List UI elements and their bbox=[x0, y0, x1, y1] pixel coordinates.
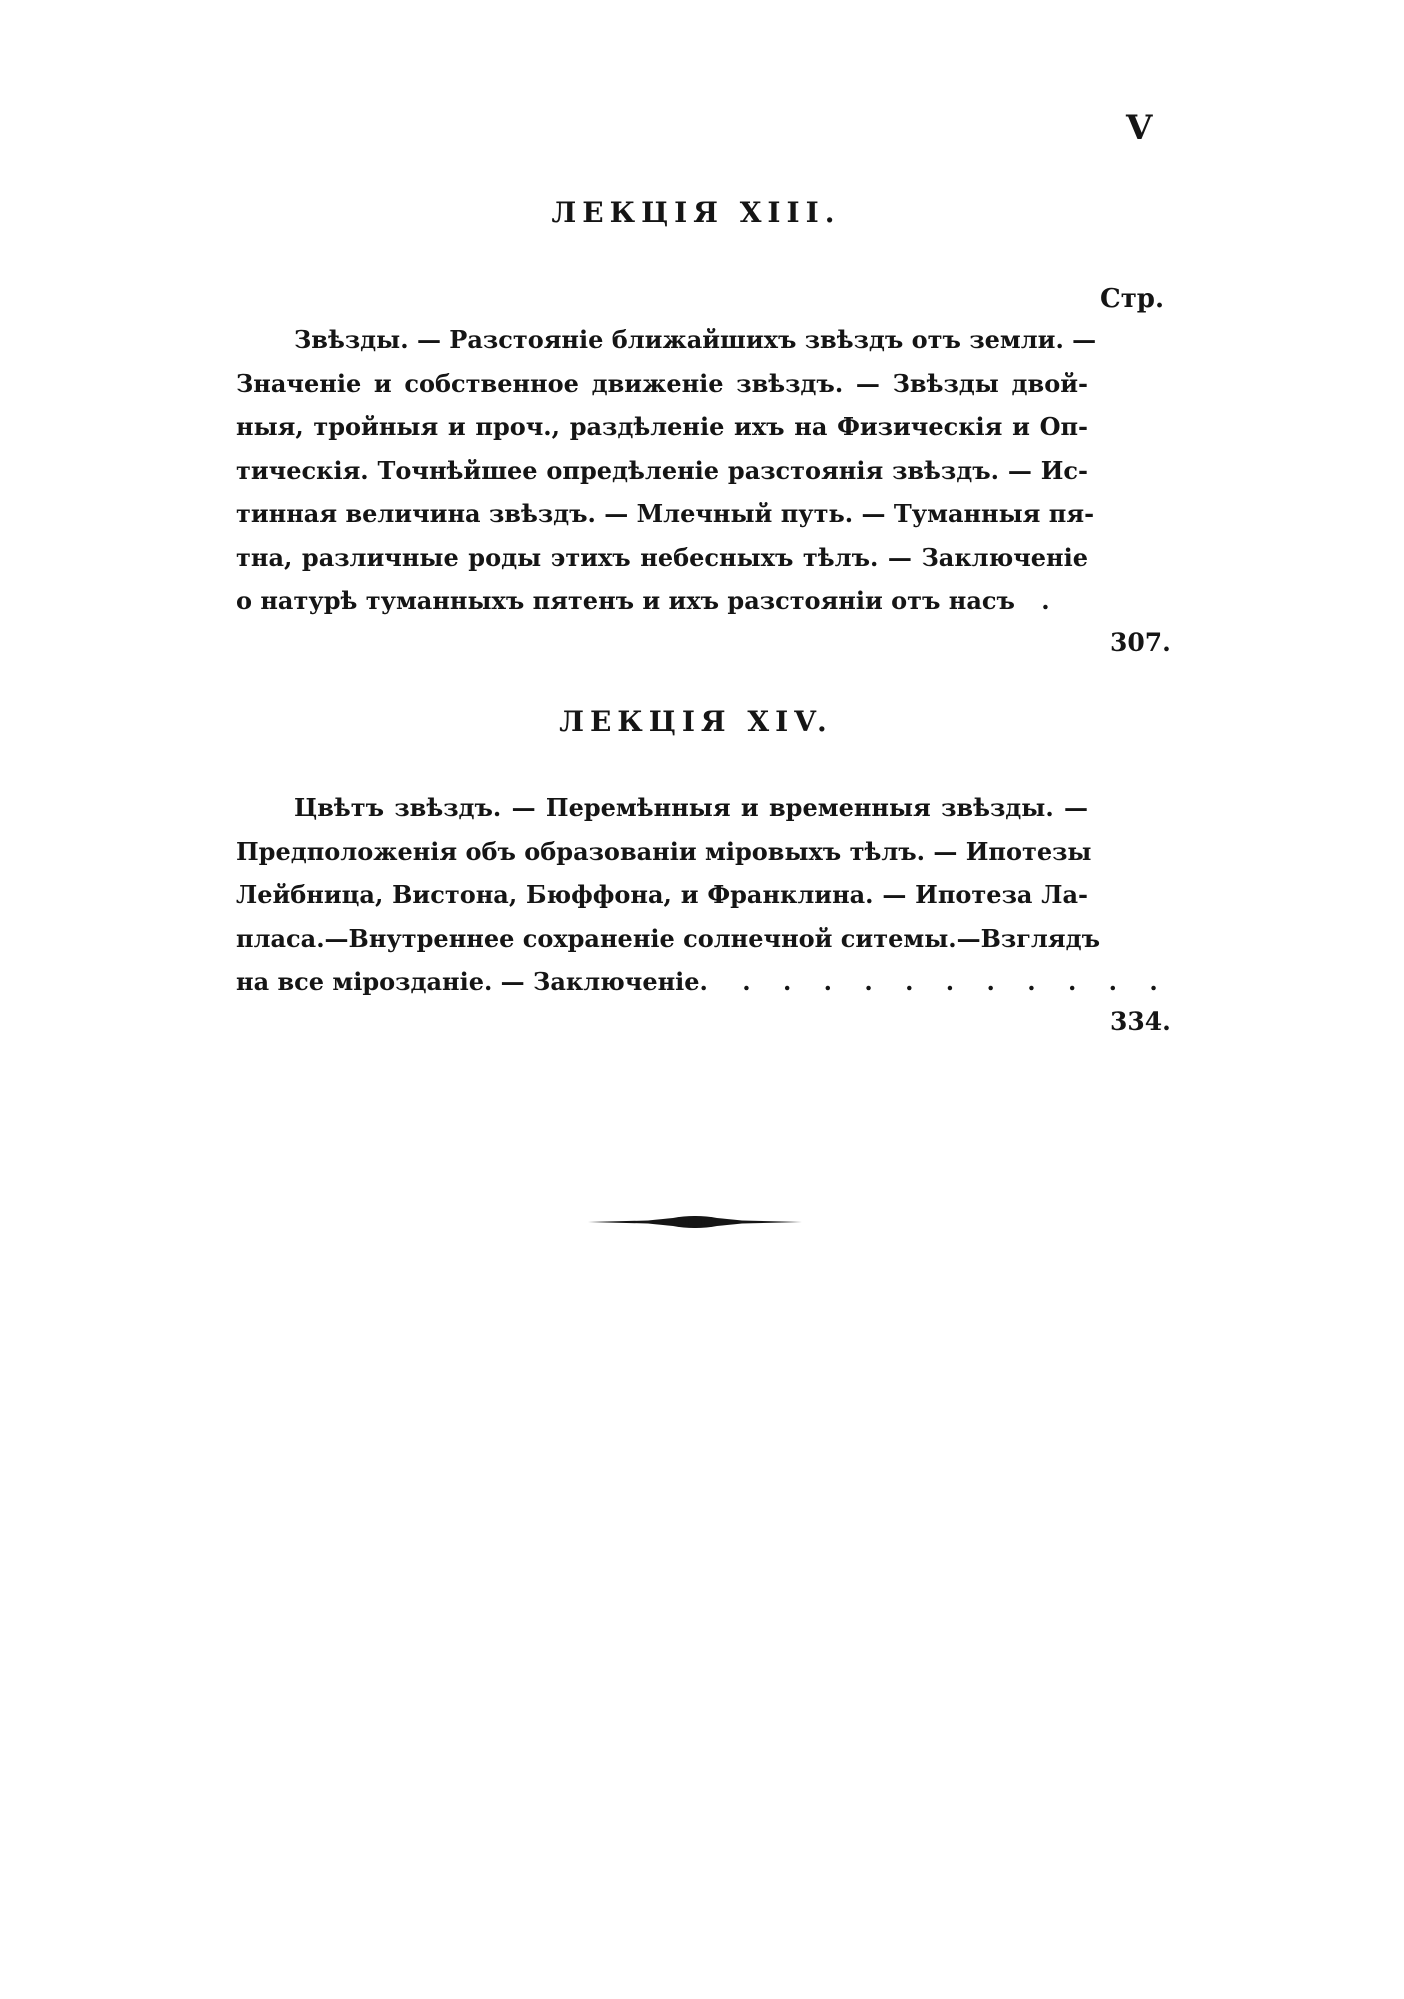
summary-line: ныя, тройныя и проч., раздѣленіе ихъ на Физическія и Оп- bbox=[236, 412, 1088, 441]
lecture-14-summary bbox=[236, 786, 1170, 1004]
lecture-13-summary bbox=[236, 318, 1097, 623]
summary-line: Значеніе и собственное движеніе звѣздъ. — Звѣзды двой- bbox=[236, 368, 1088, 398]
summary-line: Звѣзды. — Разстояніе ближайшихъ звѣздъ отъ земли. — bbox=[294, 325, 1097, 354]
summary-line: тна, различные роды этихъ небесныхъ тѣлъ. — Заключеніе bbox=[236, 542, 1088, 572]
summary-line: Лейбница, Вистона, Бюффона, и Франклина. — Ипотеза Ла- bbox=[236, 880, 1088, 909]
summary-line-text: о натурѣ туманныхъ пятенъ и ихъ разстояніи отъ насъ bbox=[236, 586, 1015, 615]
summary-line-last bbox=[236, 579, 1088, 623]
end-ornament bbox=[588, 1214, 802, 1230]
lecture-14-heading: ЛЕКЦІЯ XIV. bbox=[559, 705, 833, 738]
dot-leader: . . . . . . . . . . . bbox=[742, 967, 1170, 996]
summary-line: пласа.—Внутреннее сохраненіе солнечной ситемы.—Взглядъ bbox=[236, 923, 1100, 953]
dot-leader: . bbox=[1041, 586, 1062, 615]
summary-line: Предположенія объ образованіи міровыхъ тѣлъ. — Ипотезы bbox=[236, 836, 1092, 866]
summary-line: Цвѣтъ звѣздъ. — Перемѣнныя и временныя звѣзды. — bbox=[294, 793, 1088, 822]
summary-line: тическія. Точнѣйшее опредѣленіе разстоянія звѣздъ. — Ис- bbox=[236, 455, 1088, 485]
lecture-14-page-ref: 334. bbox=[1110, 1007, 1171, 1036]
lecture-13-page-ref: 307. bbox=[1110, 628, 1171, 657]
page-column-label: Стр. bbox=[1100, 284, 1165, 314]
page-number: V bbox=[1126, 108, 1153, 148]
summary-line: тинная величина звѣздъ. — Млечный путь. — Туманныя пя- bbox=[236, 499, 1095, 528]
summary-line-text: на все мірозданіе. — Заключеніе. bbox=[236, 967, 708, 996]
lecture-13-heading: ЛЕКЦІЯ XIII. bbox=[551, 196, 841, 229]
summary-line-last bbox=[236, 960, 1170, 1004]
